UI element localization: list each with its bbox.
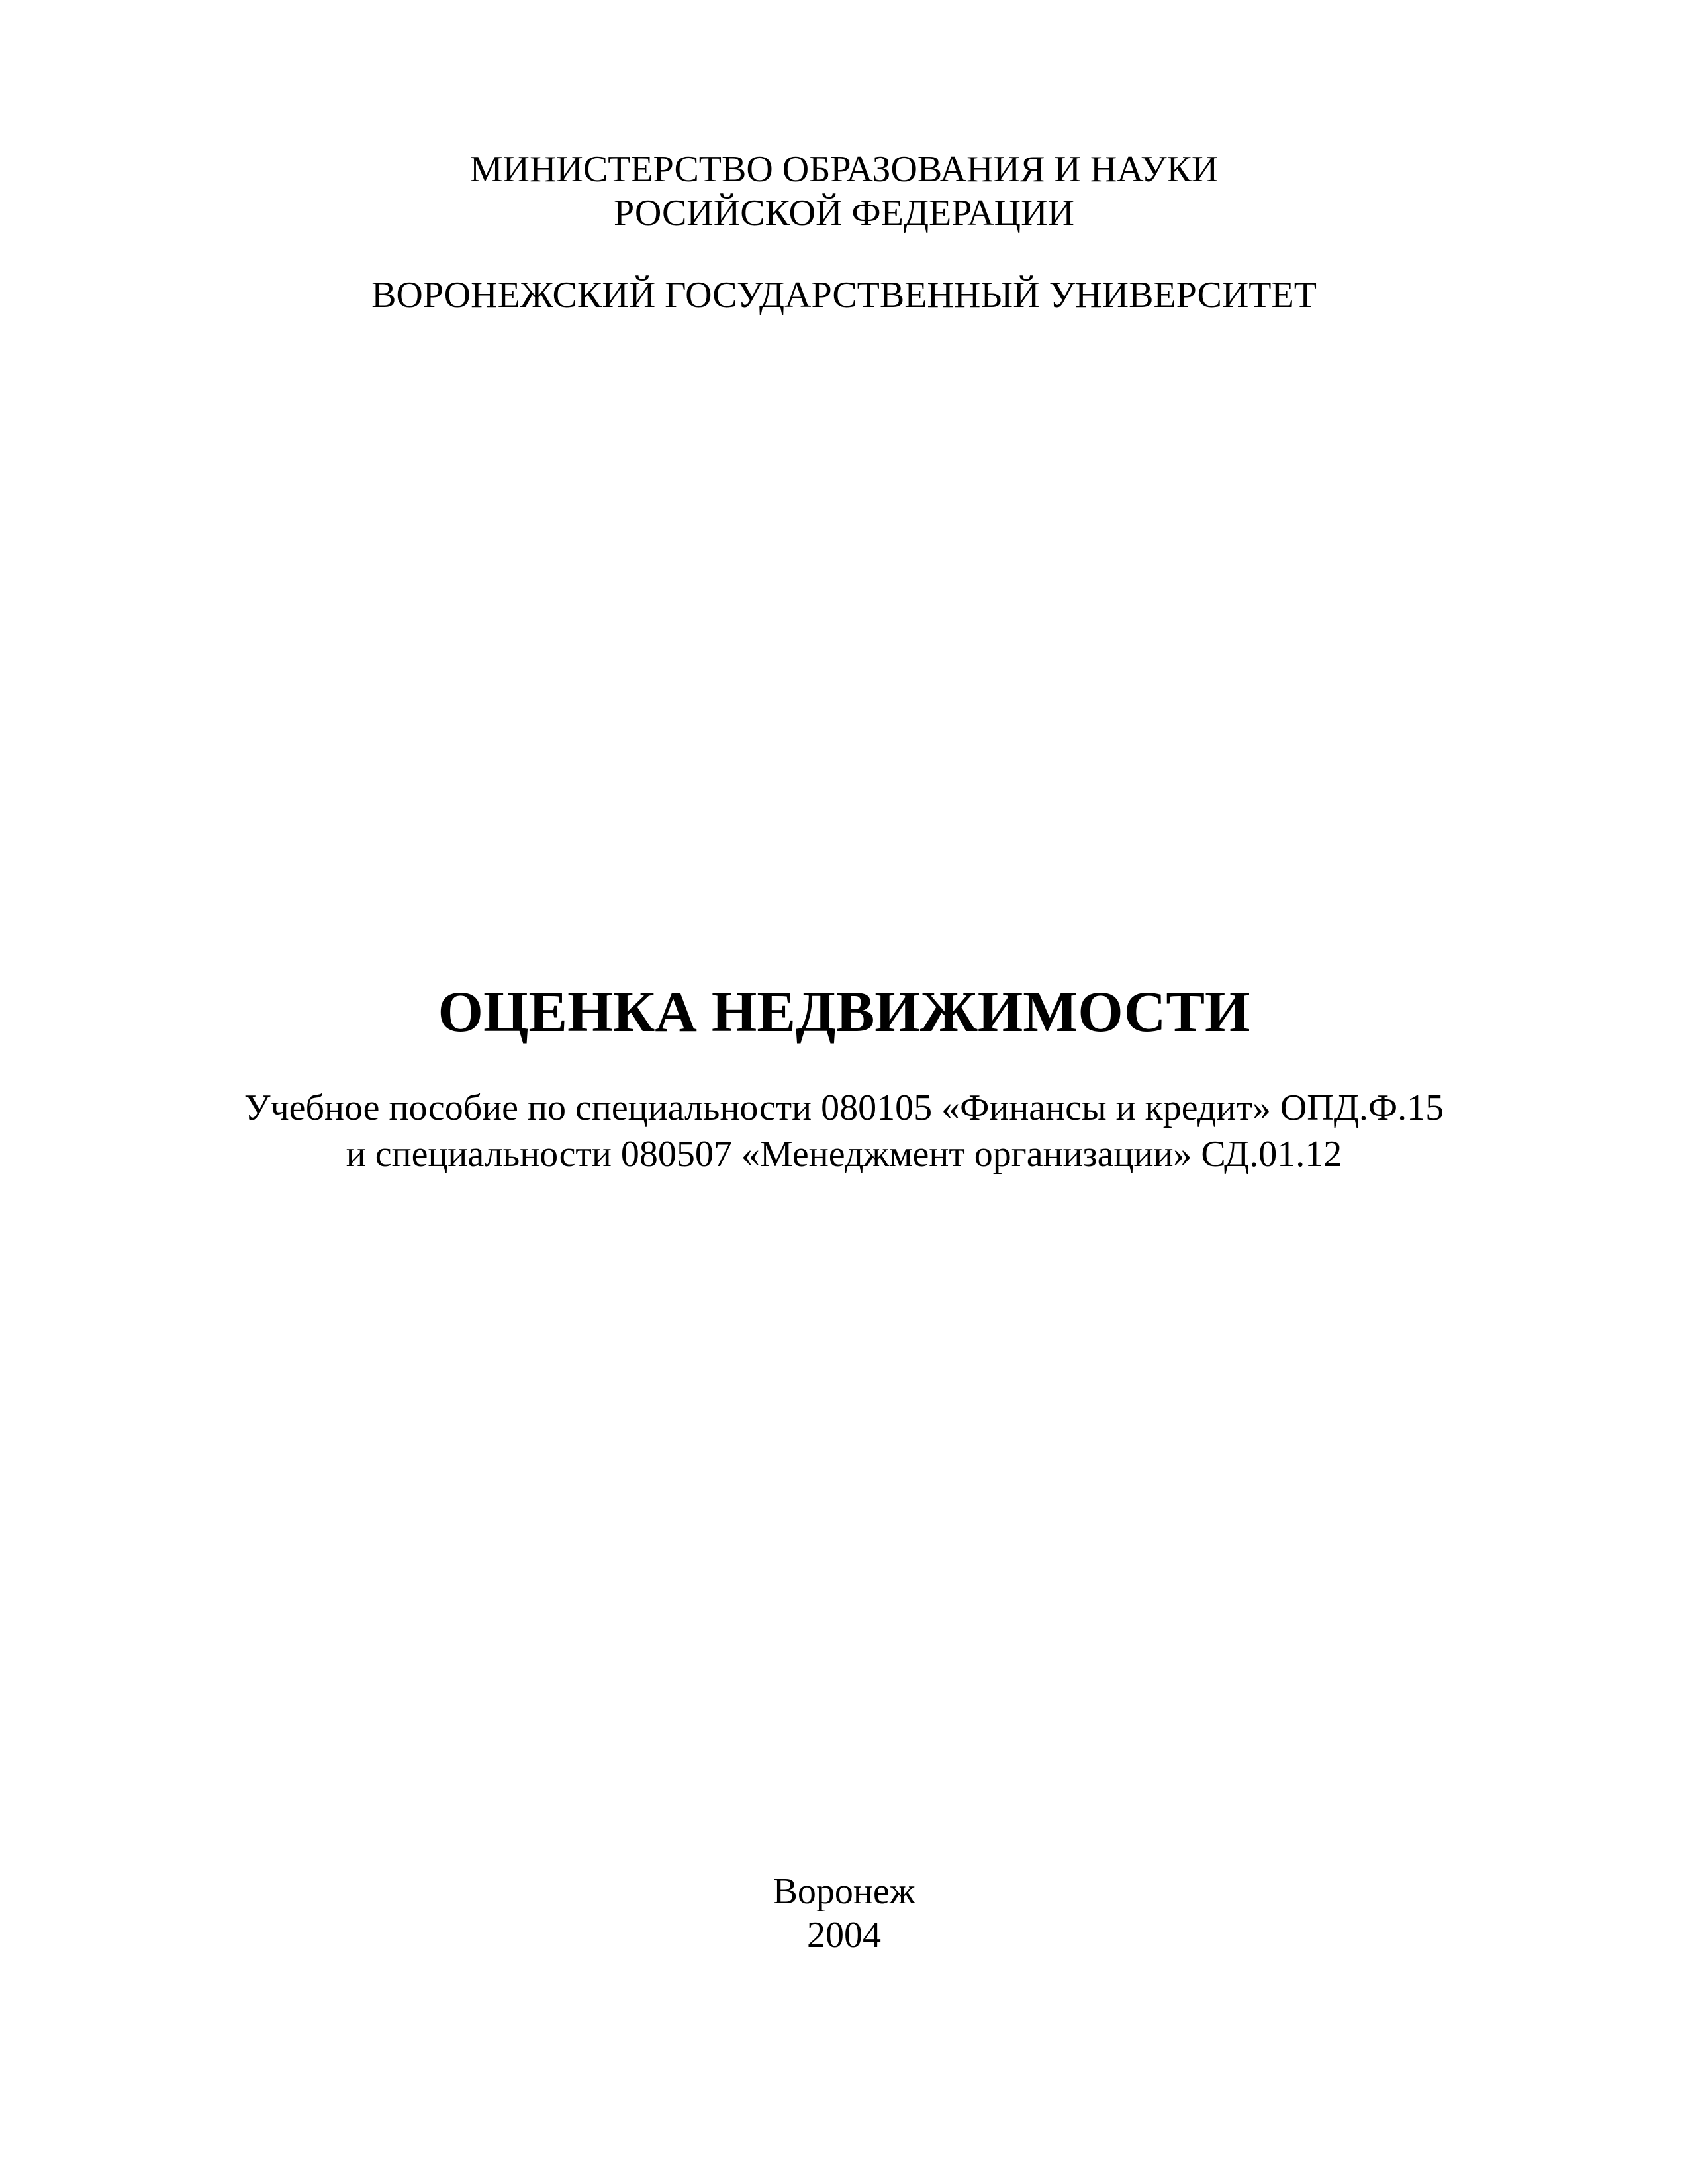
publication-year: 2004 <box>807 1915 881 1956</box>
publication-city: Воронеж <box>773 1871 915 1912</box>
document-title: ОЦЕНКА НЕДВИЖИМОСТИ <box>438 980 1250 1044</box>
university-name: ВОРОНЕЖСКИЙ ГОСУДАРСТВЕННЫЙ УНИВЕРСИТЕТ <box>371 275 1317 316</box>
ministry-line-2: РОСИЙСКОЙ ФЕДЕРАЦИИ <box>614 193 1074 234</box>
subtitle-line-2: и специальности 080507 «Менеджмент организации» СД.01.12 <box>346 1134 1342 1175</box>
subtitle-line-1: Учебное пособие по специальности 080105 «Финансы и кредит» ОПД.Ф.15 <box>244 1087 1444 1128</box>
ministry-line-1: МИНИСТЕРСТВО ОБРАЗОВАНИЯ И НАУКИ <box>469 149 1219 190</box>
